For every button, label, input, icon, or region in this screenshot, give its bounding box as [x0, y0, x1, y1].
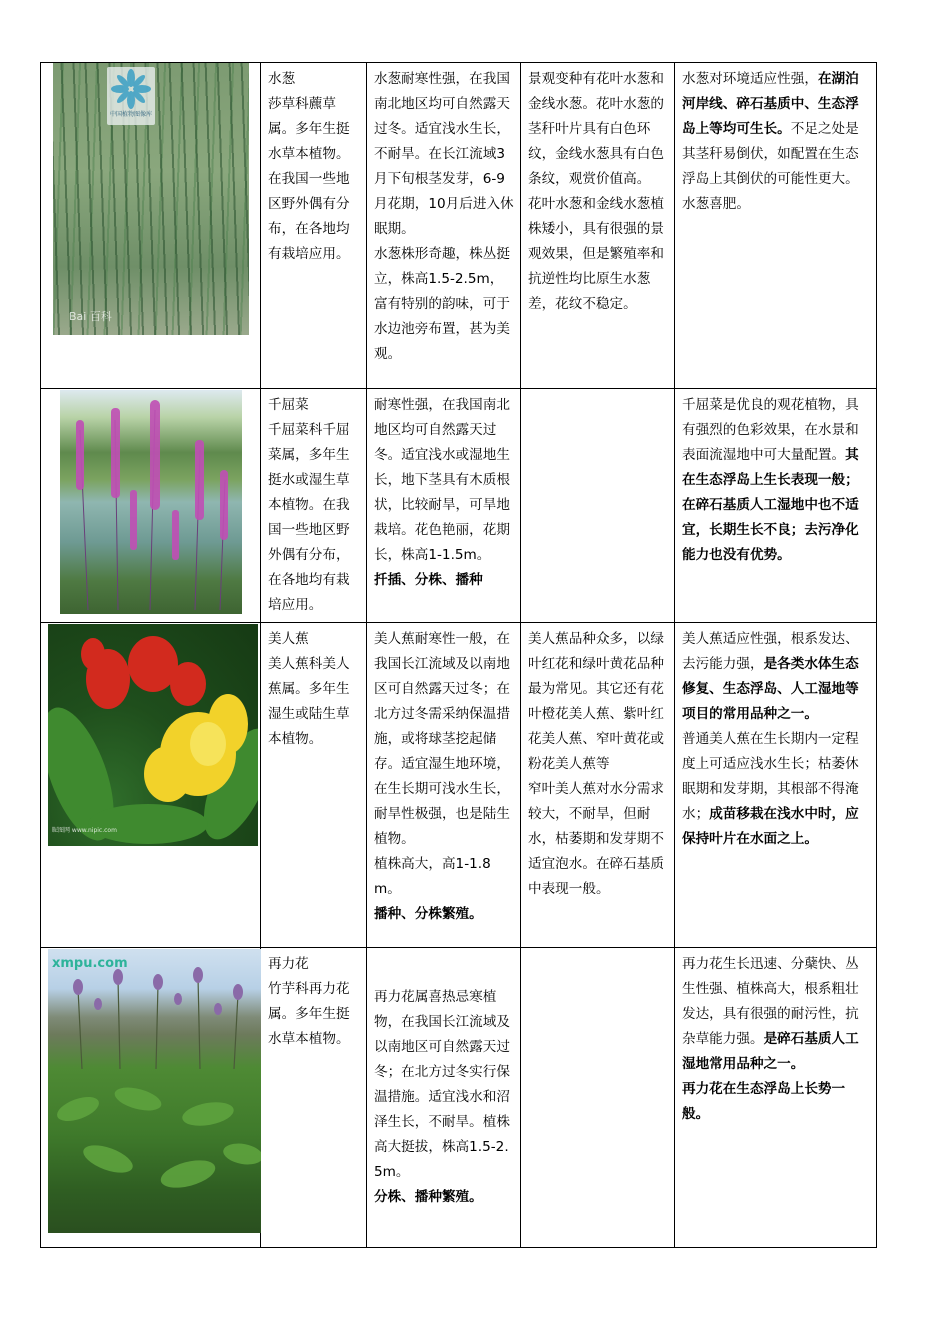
plant-classification: 莎草科藨草属。多年生挺水草本植物。在我国一些地区野外偶有分布，在各地均有栽培应用。: [268, 96, 350, 262]
application-text: 再力花生长迅速、分蘖快、丛生性强、植株高大，根系粗壮发达，具有很强的耐污性，抗杂草能力强。: [682, 956, 859, 1047]
meirenjiao-photo: [48, 624, 258, 846]
application-text: 水葱喜肥。: [682, 196, 750, 212]
zailihua-photo: [48, 949, 261, 1233]
application-paragraph: [682, 393, 870, 568]
canna-flower-icon: [48, 624, 258, 846]
varieties-cell: [521, 389, 675, 623]
xmpu-watermark: xmpu.com: [52, 956, 128, 971]
thalia-plants-icon: [48, 949, 261, 1233]
plant-image-cell: [41, 623, 261, 948]
plant-name: 再力花: [268, 956, 309, 972]
application-text: 千屈菜是优良的观花植物，具有强烈的色彩效果，在水景和表面流湿地中可大量配置。: [682, 397, 859, 463]
growth-text: 再力花属喜热忌寒植物，在我国长江流域及以南地区可自然露天过冬；在北方过冬实行保温措施。适宜浅水和沼泽生长，不耐旱。植株高大挺拔，株高1.5-2.5m。: [374, 989, 510, 1180]
plant-classification: 竹芋科再力花属。多年生挺水草本植物。: [268, 981, 350, 1047]
plant-name-cell: [261, 948, 367, 1248]
varieties-text: 美人蕉品种众多，以绿叶红花和绿叶黄花品种最为常见。其它还有花叶橙花美人蕉、紫叶红花美人蕉、窄叶黄花或粉花美人蕉等: [528, 631, 664, 772]
plant-name-cell: [261, 63, 367, 389]
purple-flower-spikes-icon: [60, 390, 242, 614]
plant-name-cell: [261, 623, 367, 948]
varieties-cell: [521, 63, 675, 389]
varieties-text: 景观变种有花叶水葱和金线水葱。花叶水葱的茎秆叶片具有白色环纹，金线水葱具有白色条纹，观赏价值高。: [528, 71, 664, 187]
qianqucai-photo: [60, 390, 242, 614]
plant-name: 美人蕉: [268, 631, 309, 647]
application-paragraph: [682, 67, 870, 192]
table-row: [41, 948, 877, 1248]
growth-text: 美人蕉耐寒性一般，在我国长江流域及以南地区可自然露天过冬；在北方过冬需采纳保温措施，或将球茎挖起储存。适宜湿生地环境，在生长期可浅水生长，耐旱性极强，也是陆生植物。: [374, 631, 510, 847]
plant-image-cell: [41, 948, 261, 1248]
plant-name: 千屈菜: [268, 397, 309, 413]
growth-cell: [367, 948, 521, 1248]
growth-text: 植株高大，高1-1.8m。: [374, 856, 491, 897]
application-text: 水葱对环境适应性强，: [682, 71, 818, 87]
nipic-watermark: 昵图网 www.nipic.com: [52, 827, 117, 834]
watermark-logo: [107, 67, 155, 125]
flower-logo-icon: [107, 67, 155, 111]
application-cell: [675, 389, 877, 623]
application-text-bold: 再力花在生态浮岛上长势一般。: [682, 1081, 846, 1122]
plant-image-cell: [41, 389, 261, 623]
propagation-text: 播种、分株繁殖。: [374, 906, 483, 922]
application-paragraph: [682, 727, 870, 852]
varieties-text: 花叶水葱和金线水葱植株矮小，具有很强的景观效果，但是繁殖率和抗逆性均比原生水葱差，花纹不稳定。: [528, 196, 664, 312]
table-row: [41, 623, 877, 948]
plant-classification: 美人蕉科美人蕉属。多年生湿生或陆生草本植物。: [268, 656, 350, 747]
application-paragraph: [682, 1077, 870, 1127]
application-text-bold: 是各类水体生态修复、生态浮岛、人工湿地等项目的常用品种之一。: [682, 656, 859, 722]
varieties-cell: [521, 623, 675, 948]
table-row: [41, 389, 877, 623]
growth-text: 耐寒性强，在我国南北地区均可自然露天过冬。适宜浅水或湿地生长，地下茎具有木质根状，比较耐旱，可旱地栽培。花色艳丽，花期长，株高1-1.5m。: [374, 397, 510, 563]
application-cell: [675, 948, 877, 1248]
application-text: 普通美人蕉在生长期内一定程度上可适应浅水生长；枯萎休眠期和发芽期，其根部不得淹水；: [682, 731, 859, 822]
varieties-cell: [521, 948, 675, 1248]
plant-classification: 千屈菜科千屈菜属，多年生挺水或湿生草本植物。在我国一些地区野外偶有分布，在各地均有栽培应用。: [268, 422, 350, 613]
application-cell: [675, 623, 877, 948]
application-text-bold: 在湖泊河岸线、碎石基质中、生态浮岛上等均可生长。: [682, 71, 859, 137]
propagation-text: 扦插、分株、播种: [374, 572, 483, 588]
application-text: 美人蕉适应性强，根系发达、去污能力强，: [682, 631, 859, 672]
watermark-text: 中国植物图像库: [109, 111, 152, 118]
application-paragraph: [682, 952, 870, 1077]
growth-text: 水葱株形奇趣，株丛挺立，株高1.5-2.5m，富有特别的韵味，可于水边池旁布置，甚为美观。: [374, 246, 510, 362]
table-row: [41, 63, 877, 389]
application-text-bold: 是碎石基质人工湿地常用品种之一。: [682, 1031, 859, 1072]
application-text-bold: 成苗移栽在浅水中时，应保持叶片在水面之上。: [682, 806, 859, 847]
propagation-text: 分株、播种繁殖。: [374, 1189, 483, 1205]
application-paragraph: [682, 627, 870, 727]
application-cell: [675, 63, 877, 389]
growth-cell: [367, 623, 521, 948]
plant-name-cell: [261, 389, 367, 623]
varieties-text: 窄叶美人蕉对水分需求较大，不耐旱，但耐水，枯萎期和发芽期不适宜泡水。在碎石基质中表现一般。: [528, 781, 664, 897]
growth-cell: [367, 63, 521, 389]
shuicong-photo: [53, 63, 249, 335]
application-text-bold: 其在生态浮岛上生长表现一般；在碎石基质人工湿地中也不适宜，长期生长不良；去污净化能力也没有优势。: [682, 447, 859, 563]
application-paragraph: [682, 192, 870, 217]
application-text: 不足之处是其茎秆易倒伏，如配置在生态浮岛上其倒伏的可能性更大。: [682, 121, 859, 187]
plant-image-cell: [41, 63, 261, 389]
growth-text: 水葱耐寒性强，在我国南北地区均可自然露天过冬。适宜浅水生长，不耐旱。在长江流域3月下旬根茎发芽，6-9月花期，10月后进入休眠期。: [374, 71, 514, 237]
plant-name: 水葱: [268, 71, 296, 87]
plant-table: [40, 62, 877, 1248]
growth-cell: [367, 389, 521, 623]
baidu-watermark: Bai 百科: [69, 310, 112, 323]
